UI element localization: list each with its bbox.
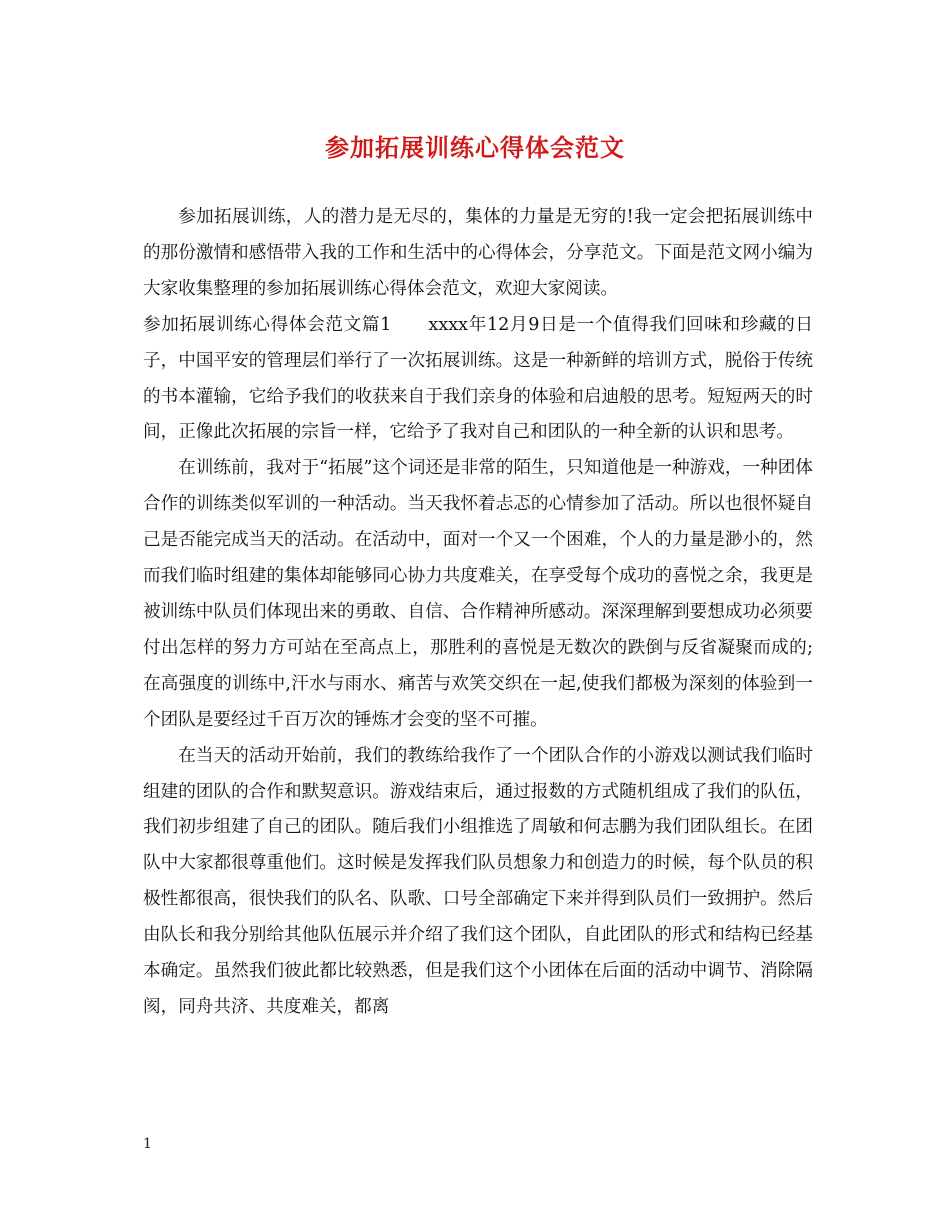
paragraph-article-1: 参加拓展训练心得体会范文篇1 xxxx年12月9日是一个值得我们回味和珍藏的日子，中国平安的管理层们举行了一次拓展训练。这是一种新鲜的培训方式，脱俗于传统的书本灌输，它给予我们的收获来自于我们亲身的体验和启迪般的思考。短短两天的时间，正像此次拓展的宗旨一样，它给予了我对自己和团队的一种全新的认识和思考。 [143,314,813,443]
page-number: 1 [143,1136,152,1152]
document-title: 参加拓展训练心得体会范文 [325,133,625,162]
document-body [143,200,813,1026]
paragraph-before-training: 在训练前，我对于“拓展”这个词还是非常的陌生，只知道他是一种游戏，一种团体合作的训练类似军训的一种活动。当天我怀着忐忑的心情参加了活动。所以也很怀疑自己是否能完成当天的活动。在活动中，面对一个又一个困难，个人的力量是渺小的，然而我们临时组建的集体却能够同心协力共度难关，在享受每个成功的喜悦之余，我更是被训练中队员们体现出来的勇敢、自信、合作精神所感动。深深理解到要想成功必须要付出怎样的努力方可站在至高点上，那胜利的喜悦是无数次的跌倒与反省凝聚而成的;在高强度的训练中,汗水与雨水、痛苦与欢笑交织在一起,使我们都极为深刻的体验到一个团队是要经过千百万次的锤炼才会变的坚不可摧。 [143,458,813,730]
paragraph-intro: 参加拓展训练，人的潜力是无尽的，集体的力量是无穷的!我一定会把拓展训练中的那份激情和感悟带入我的工作和生活中的心得体会，分享范文。下面是范文网小编为大家收集整理的参加拓展训练心得体会范文，欢迎大家阅读。 [143,207,813,299]
paragraph-activity-start: 在当天的活动开始前，我们的教练给我作了一个团队合作的小游戏以测试我们临时组建的团队的合作和默契意识。游戏结束后，通过报数的方式随机组成了我们的队伍，我们初步组建了自己的团队。随后我们小组推选了周敏和何志鹏为我们团队组长。在团队中大家都很尊重他们。这时候是发挥我们队员想象力和创造力的时候，每个队员的积极性都很高，很快我们的队名、队歌、口号全部确定下来并得到队员们一致拥护。然后由队长和我分别给其他队伍展示并介绍了我们这个团队，自此团队的形式和结构已经基本确定。虽然我们彼此都比较熟悉，但是我们这个小团体在后面的活动中调节、消除隔阂，同舟共济、共度难关，都离 [143,745,813,1017]
